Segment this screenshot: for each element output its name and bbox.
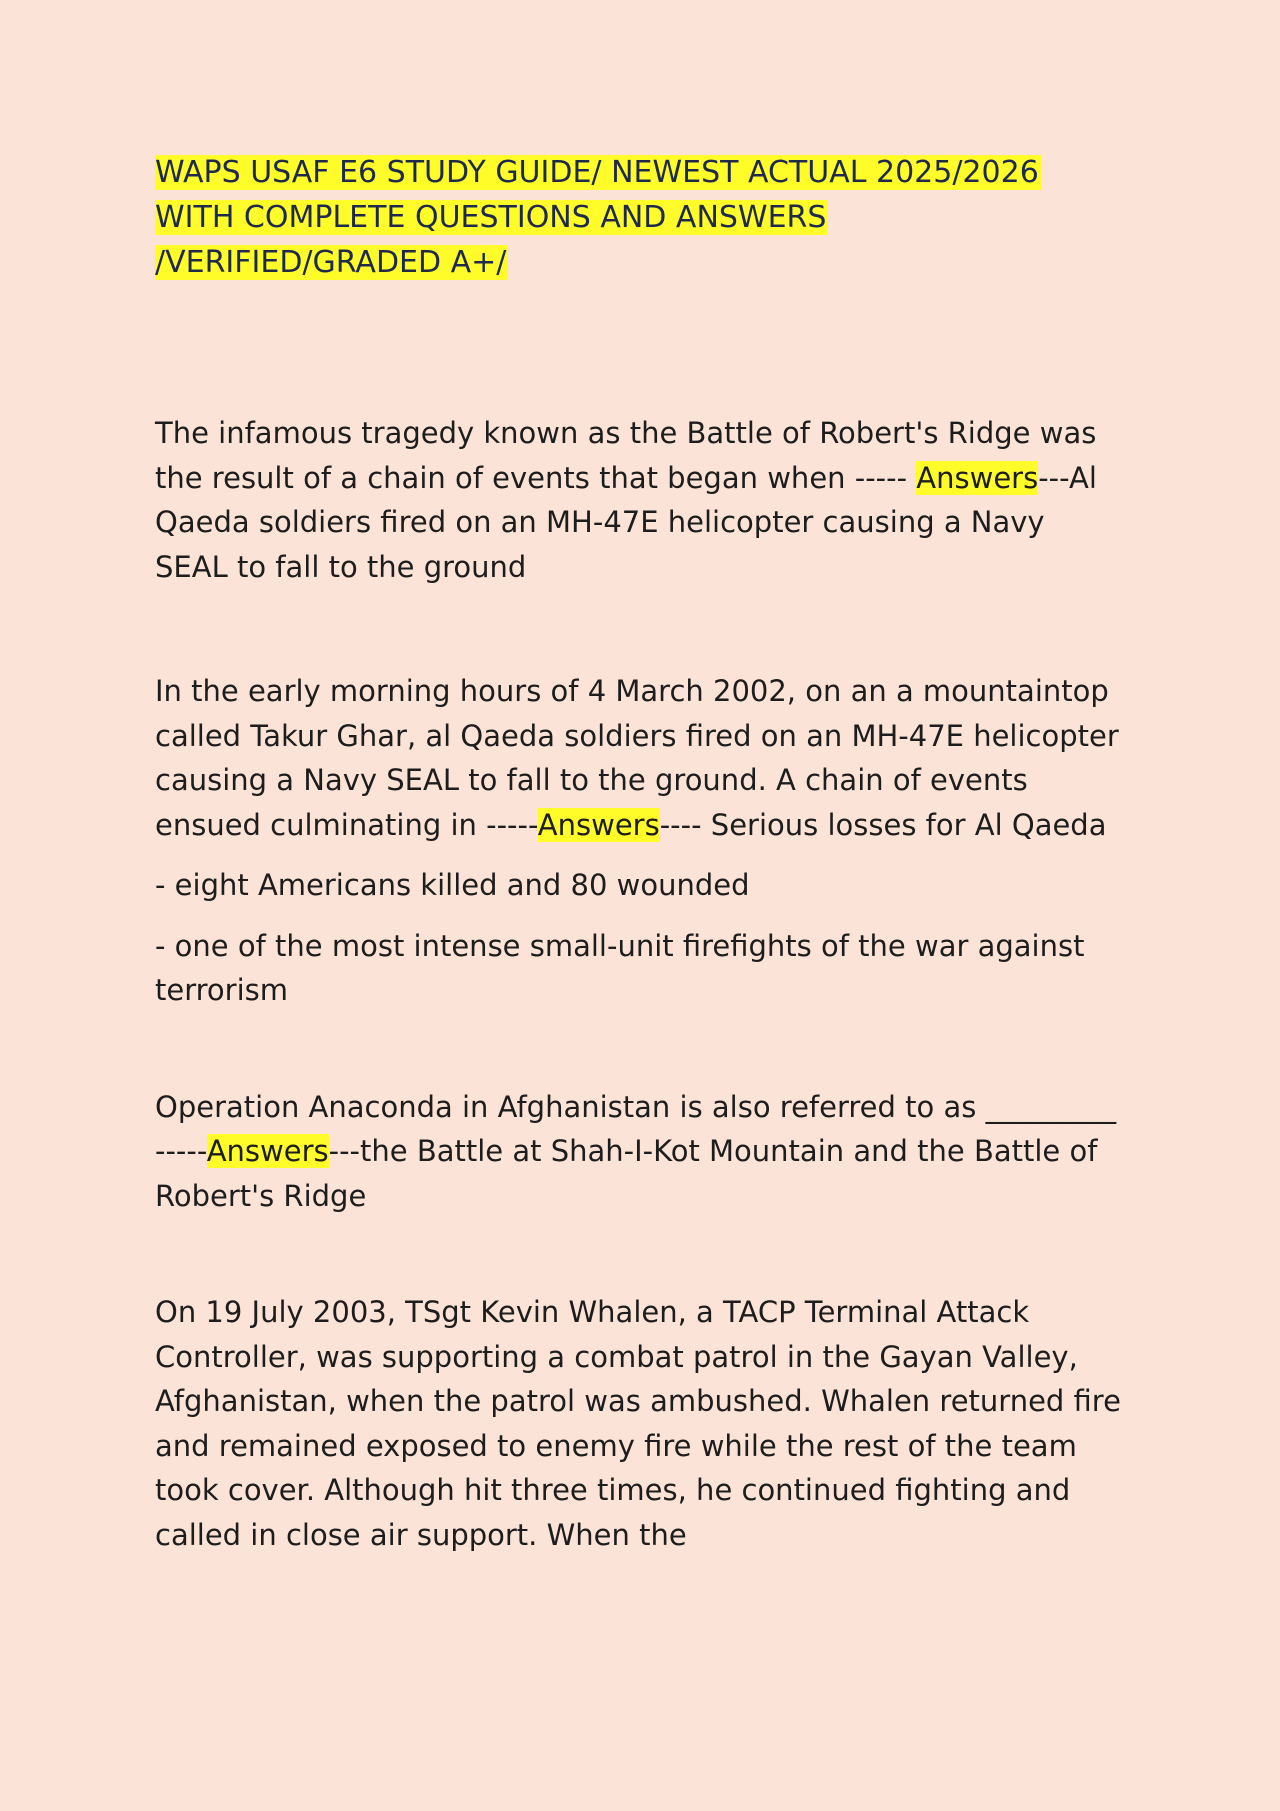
title-line: /VERIFIED/GRADED A+/ — [155, 245, 507, 280]
answers-label: Answers — [537, 807, 660, 842]
answer-text: Al Qaeda soldiers fired on an MH-47E helicopter causing a Navy SEAL to fall to the ground — [155, 460, 1097, 584]
answers-label: Answers — [916, 460, 1039, 495]
answer-separator: --- — [328, 1134, 361, 1168]
answer-text: Serious losses for Al Qaeda — [710, 807, 1107, 842]
question-block — [155, 669, 1125, 847]
answers-label: Answers — [206, 1134, 329, 1168]
question-block — [155, 1290, 1125, 1557]
question-text: The infamous tragedy known as the Battle of Robert's Ridge was the result of a chain of events that began when ----- — [155, 416, 1097, 495]
question-text: In the early morning hours of 4 March 2002, on an a mountaintop called Takur Ghar, al Qaeda soldiers fired on an MH-47E helicopter causing a Navy SEAL to fall to the ground. A chain of events ensued culminating in ----- — [155, 674, 1119, 842]
title-line: WITH COMPLETE QUESTIONS AND ANSWERS — [155, 200, 827, 235]
answer-detail-line: - one of the most intense small-unit firefights of the war against terrorism — [155, 928, 1085, 1007]
document-page — [155, 150, 1125, 1557]
answer-text: the Battle at Shah-I-Kot Mountain and the Battle of Robert's Ridge — [155, 1134, 1098, 1213]
question-block — [155, 411, 1125, 589]
question-text: Operation Anaconda in Afghanistan is also referred to as _________ ----- — [155, 1089, 1117, 1168]
answer-separator: --- — [1038, 460, 1069, 495]
answer-detail-line: - eight Americans killed and 80 wounded — [155, 868, 750, 902]
question-block — [155, 1085, 1125, 1219]
question-text: On 19 July 2003, TSgt Kevin Whalen, a TACP Terminal Attack Controller, was supporting a combat patrol in the Gayan Valley, Afghanistan, when the patrol was ambushed. Whalen returned fire and remained exposed to enemy fire while the rest of the team took cover. Although hit three times, he continued fighting and called in close air support. When the — [155, 1295, 1121, 1552]
answer-separator: ---- — [659, 807, 702, 842]
document-title — [155, 150, 1125, 285]
title-line: WAPS USAF E6 STUDY GUIDE/ NEWEST ACTUAL 2025/2026 — [155, 155, 1039, 190]
